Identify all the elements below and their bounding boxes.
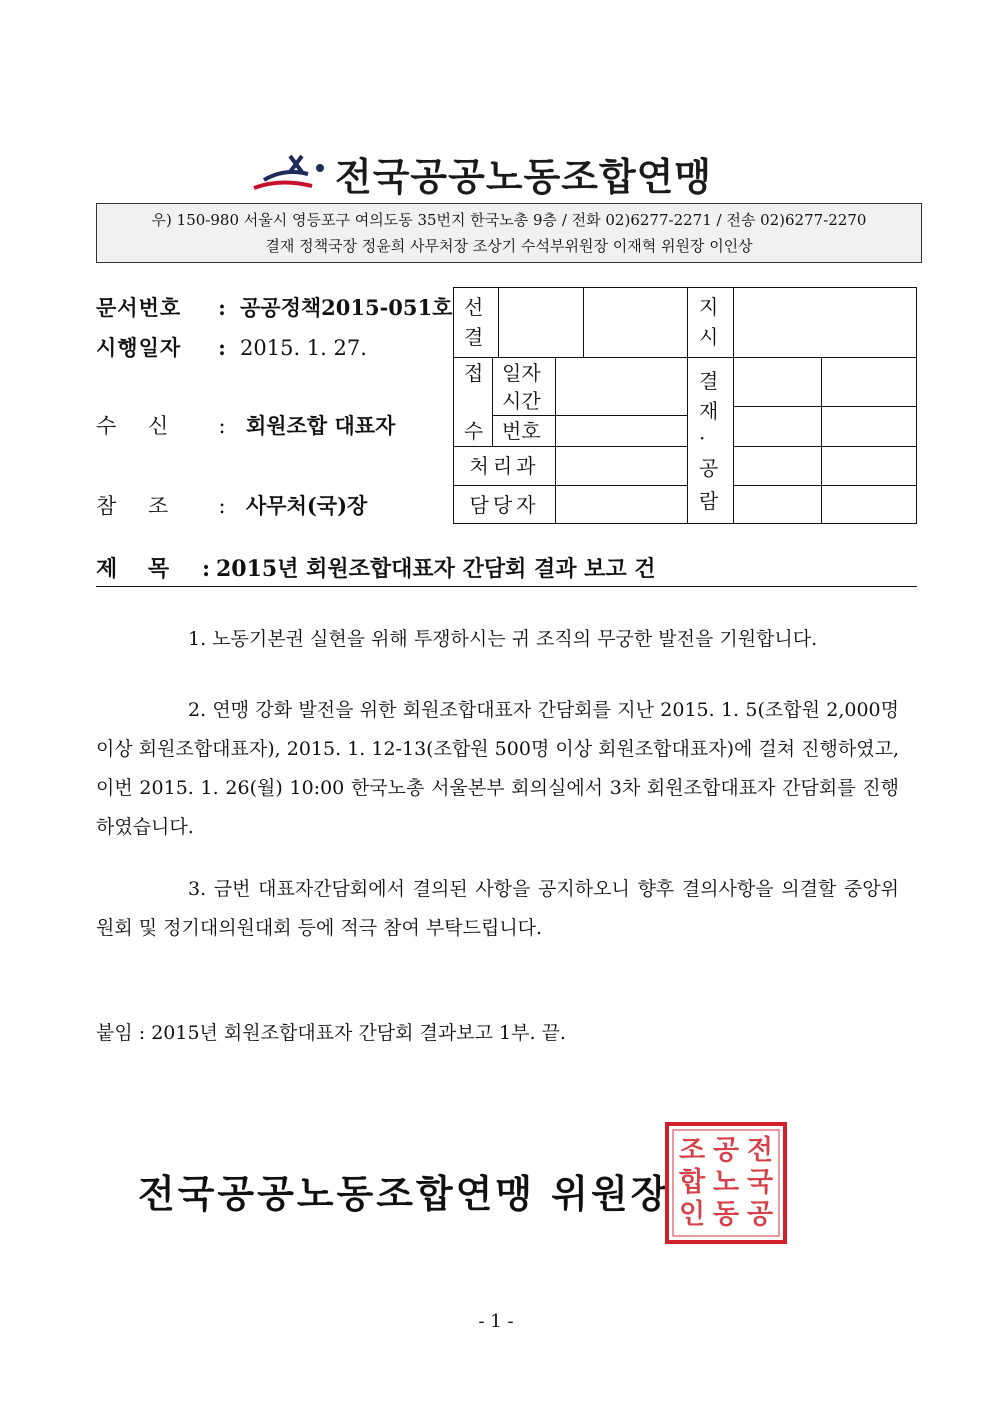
paragraph-1 <box>96 620 899 659</box>
recipient-value: 회원조합 대표자 <box>246 413 396 438</box>
approval-line: 결재 정책국장 정윤희 사무처장 조상기 수석부위원장 이재혁 위원장 이인상 <box>265 237 753 255</box>
svg-text:전: 전 <box>746 1135 774 1166</box>
svg-text:노: 노 <box>712 1167 740 1198</box>
recipient-label: 수 신 <box>96 414 170 438</box>
svg-text:인: 인 <box>678 1199 706 1230</box>
cell-su: 수 <box>464 419 484 443</box>
cell-date: 일자 <box>502 361 541 385</box>
cell-dept: 처리과 <box>469 454 540 478</box>
cell-gong: 공 <box>699 456 719 480</box>
recipient-row <box>96 410 395 440</box>
colon: : <box>201 556 211 582</box>
colon: : <box>218 414 226 438</box>
cell-seon: 선 <box>464 295 484 319</box>
cell-si: 시 <box>699 325 719 349</box>
org-title: 전국공공노동조합연맹 <box>335 155 713 199</box>
date-label: 시행일자 <box>96 335 182 360</box>
doc-number-row <box>96 292 452 322</box>
attachment-line: 붙임 : 2015년 회원조합대표자 간담회 결과보고 1부. 끝. <box>96 1022 566 1044</box>
doc-number-value: 공공정책2015-051호 <box>240 295 453 320</box>
official-seal-icon <box>664 1121 788 1245</box>
cell-manager: 담당자 <box>469 493 540 517</box>
paragraph-1-text: 1. 노동기본권 실현을 위해 투쟁하시는 귀 조직의 무궁한 발전을 기원합니다. <box>188 628 818 650</box>
cell-jae: 재 <box>699 399 719 423</box>
reference-label: 참 조 <box>96 494 170 518</box>
cell-time: 시간 <box>502 389 541 413</box>
cell-gyeol2: 결 <box>699 369 719 393</box>
paragraph-2 <box>96 691 899 847</box>
paragraph-2-text: 2. 연맹 강화 발전을 위한 회원조합대표자 간담회를 지난 2015. 1. 5(조합원 2,000명 이상 회원조합대표자), 2015. 1. 12-13(조합원 500명 이상 회원조합대표자)에 걸쳐 진행하였고, 이번 2015. 1. 26(월) 10:00 한국노총 서울본부 회의실에서 3차 회원조합대표자 간담회를 진행하였습니다. <box>96 699 899 838</box>
svg-text:동: 동 <box>712 1199 740 1230</box>
date-row <box>96 332 367 362</box>
cell-jeop: 접 <box>464 361 484 385</box>
subject-value: 2015년 회원조합대표자 간담회 결과 보고 건 <box>216 556 656 582</box>
doc-number-label: 문서번호 <box>96 295 182 320</box>
cell-dot: · <box>699 426 706 450</box>
colon: : <box>218 494 226 518</box>
reference-value: 사무처(국)장 <box>246 493 368 518</box>
subject-label: 제 목 <box>96 556 170 582</box>
cell-gyeol: 결 <box>464 325 484 349</box>
svg-text:공: 공 <box>746 1199 774 1230</box>
svg-text:조: 조 <box>678 1135 706 1166</box>
paragraph-3-text: 3. 금번 대표자간담회에서 결의된 사항을 공지하오니 향후 결의사항을 의결할 중앙위원회 및 정기대의원대회 등에 적극 참여 부탁드립니다. <box>96 878 899 939</box>
signature: 전국공공노동조합연맹 위원장 <box>138 1172 671 1216</box>
letterhead-info-box <box>96 203 922 263</box>
colon: : <box>218 335 226 360</box>
union-logo-icon <box>250 150 330 195</box>
cell-ji: 지 <box>699 295 719 319</box>
page-number: - 1 - <box>478 1311 514 1332</box>
reference-row <box>96 490 367 520</box>
svg-text:합: 합 <box>678 1167 706 1198</box>
approval-table <box>453 287 917 524</box>
paragraph-3 <box>96 870 899 948</box>
subject-row <box>96 552 656 583</box>
svg-text:공: 공 <box>712 1135 740 1166</box>
subject-divider <box>96 586 917 587</box>
date-value: 2015. 1. 27. <box>240 336 367 360</box>
cell-ram: 람 <box>699 489 719 513</box>
address-line: 우) 150-980 서울시 영등포구 여의도동 35번지 한국노총 9층 / 전화 02)6277-2271 / 전송 02)6277-2270 <box>151 211 867 229</box>
colon: : <box>218 295 226 320</box>
cell-number: 번호 <box>502 419 541 443</box>
svg-text:국: 국 <box>746 1167 774 1198</box>
